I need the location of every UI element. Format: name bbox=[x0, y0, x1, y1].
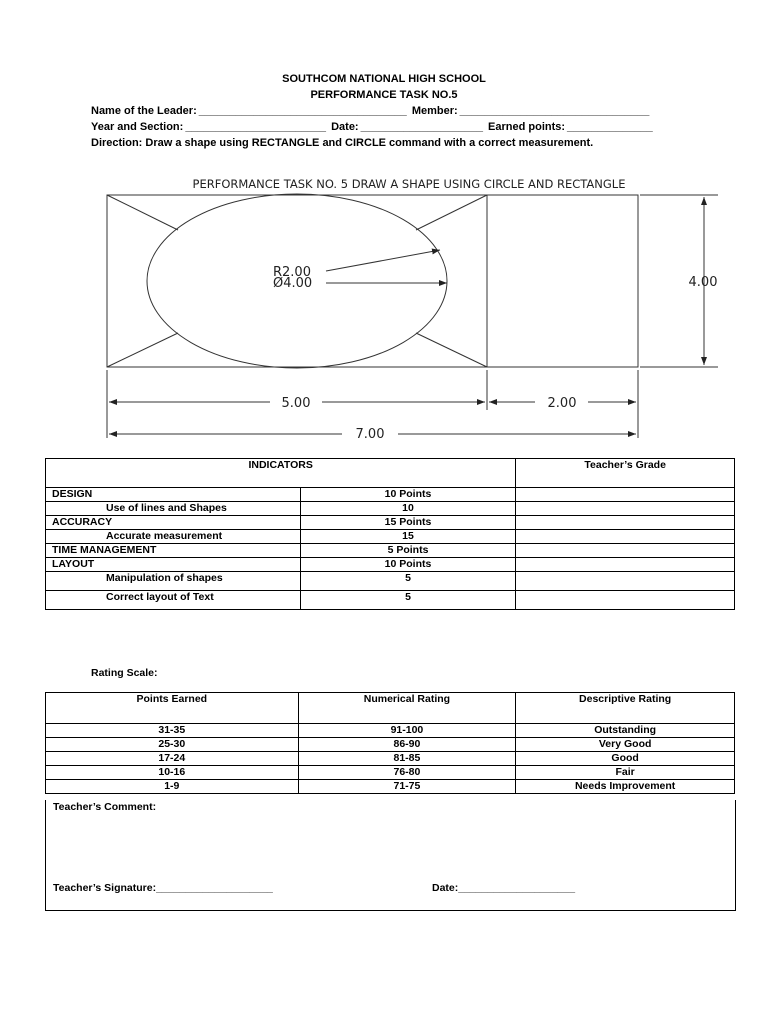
task-title: PERFORMANCE TASK NO.5 bbox=[310, 89, 458, 101]
numerical-rating-cell: 91-100 bbox=[298, 724, 516, 738]
points-earned-cell: 1-9 bbox=[46, 780, 299, 794]
numerical-rating-header: Numerical Rating bbox=[298, 693, 516, 724]
total-width-label: 7.00 bbox=[355, 427, 385, 442]
teacher-signature-label: Teacher’s Signature: bbox=[53, 882, 157, 894]
numerical-rating-cell: 81-85 bbox=[298, 752, 516, 766]
height-label: 4.00 bbox=[688, 275, 718, 290]
year-blank[interactable]: _______________________ bbox=[185, 121, 327, 133]
cad-drawing bbox=[0, 170, 768, 445]
table-row bbox=[46, 766, 735, 780]
table-row bbox=[46, 724, 735, 738]
numerical-rating-cell: 71-75 bbox=[298, 780, 516, 794]
points-earned-cell: 25-30 bbox=[46, 738, 299, 752]
grade-cell[interactable] bbox=[516, 488, 735, 502]
grade-cell[interactable] bbox=[516, 591, 735, 610]
points-earned-cell: 10-16 bbox=[46, 766, 299, 780]
indicator-label: Use of lines and Shapes bbox=[46, 502, 301, 516]
table-row bbox=[46, 591, 735, 610]
table-row bbox=[46, 738, 735, 752]
comment-date-label: Date: bbox=[432, 882, 459, 894]
indicator-points: 15 Points bbox=[300, 516, 516, 530]
points-earned-header: Points Earned bbox=[46, 693, 299, 724]
teacher-signature-blank[interactable]: ____________________ bbox=[156, 882, 273, 894]
corner-line bbox=[107, 195, 178, 230]
indicator-label: DESIGN bbox=[46, 488, 301, 502]
numerical-rating-cell: 86-90 bbox=[298, 738, 516, 752]
side-rectangle bbox=[487, 195, 638, 367]
leader-label: Name of the Leader: bbox=[91, 105, 197, 117]
grade-cell[interactable] bbox=[516, 502, 735, 516]
indicator-points: 5 bbox=[300, 572, 516, 591]
grade-cell[interactable] bbox=[516, 558, 735, 572]
indicator-label: TIME MANAGEMENT bbox=[46, 544, 301, 558]
table-row bbox=[46, 502, 735, 516]
descriptive-rating-cell: Needs Improvement bbox=[516, 780, 735, 794]
drawing-title: PERFORMANCE TASK NO. 5 DRAW A SHAPE USING CIRCLE AND RECTANGLE bbox=[192, 177, 626, 191]
grade-cell[interactable] bbox=[516, 530, 735, 544]
indicator-label: LAYOUT bbox=[46, 558, 301, 572]
teacher-signature-line bbox=[53, 882, 273, 894]
member-blank[interactable]: _______________________________ bbox=[459, 105, 650, 117]
school-name: SOUTHCOM NATIONAL HIGH SCHOOL bbox=[282, 73, 486, 85]
indicator-points: 5 bbox=[300, 591, 516, 610]
points-label: Earned points: bbox=[488, 121, 566, 133]
indicators-header: INDICATORS bbox=[46, 459, 516, 488]
diameter-label: Ø4.00 bbox=[273, 276, 313, 291]
descriptive-rating-cell: Very Good bbox=[516, 738, 735, 752]
numerical-rating-cell: 76-80 bbox=[298, 766, 516, 780]
year-label: Year and Section: bbox=[91, 121, 184, 133]
indicator-points: 10 Points bbox=[300, 488, 516, 502]
indicator-label: Accurate measurement bbox=[46, 530, 301, 544]
descriptive-rating-cell: Good bbox=[516, 752, 735, 766]
indicator-points: 15 bbox=[300, 530, 516, 544]
date-label: Date: bbox=[331, 121, 359, 133]
descriptive-rating-header: Descriptive Rating bbox=[516, 693, 735, 724]
date-blank[interactable]: ____________________ bbox=[360, 121, 483, 133]
indicator-points: 10 bbox=[300, 502, 516, 516]
teacher-comment-box[interactable] bbox=[45, 800, 736, 911]
indicator-points: 5 Points bbox=[300, 544, 516, 558]
grade-cell[interactable] bbox=[516, 544, 735, 558]
teacher-comment-label: Teacher’s Comment: bbox=[53, 801, 157, 813]
points-earned-cell: 31-35 bbox=[46, 724, 299, 738]
criteria-table bbox=[45, 458, 735, 610]
rating-scale-table bbox=[45, 692, 735, 794]
radius-label: R2.00 bbox=[273, 265, 311, 280]
points-earned-cell: 17-24 bbox=[46, 752, 299, 766]
grade-cell[interactable] bbox=[516, 572, 735, 591]
comment-date-line bbox=[432, 882, 575, 894]
grade-cell[interactable] bbox=[516, 516, 735, 530]
teacher-grade-header: Teacher’s Grade bbox=[516, 459, 735, 488]
table-row bbox=[46, 488, 735, 502]
table-row bbox=[46, 752, 735, 766]
indicator-points: 10 Points bbox=[300, 558, 516, 572]
width-left-label: 5.00 bbox=[281, 396, 311, 411]
table-row bbox=[46, 558, 735, 572]
table-row bbox=[46, 572, 735, 591]
corner-line bbox=[107, 333, 178, 367]
descriptive-rating-cell: Fair bbox=[516, 766, 735, 780]
points-blank[interactable]: ______________ bbox=[567, 121, 653, 133]
radius-leader bbox=[326, 250, 440, 271]
comment-date-blank[interactable]: ____________________ bbox=[458, 882, 576, 894]
leader-blank[interactable]: __________________________________ bbox=[198, 105, 407, 117]
corner-line bbox=[416, 333, 487, 367]
rating-scale-caption: Rating Scale: bbox=[91, 667, 158, 679]
table-row bbox=[46, 530, 735, 544]
indicator-label: Manipulation of shapes bbox=[46, 572, 301, 591]
corner-line bbox=[416, 195, 487, 230]
table-header-row bbox=[46, 693, 735, 724]
direction-text: Direction: Draw a shape using RECTANGLE and CIRCLE command with a correct measurement. bbox=[91, 137, 594, 149]
table-header-row bbox=[46, 459, 735, 488]
descriptive-rating-cell: Outstanding bbox=[516, 724, 735, 738]
width-right-label: 2.00 bbox=[547, 396, 577, 411]
member-label: Member: bbox=[411, 105, 458, 117]
year-line bbox=[91, 121, 655, 133]
table-row bbox=[46, 516, 735, 530]
table-row bbox=[46, 544, 735, 558]
table-row bbox=[46, 780, 735, 794]
indicator-label: Correct layout of Text bbox=[46, 591, 301, 610]
indicator-label: ACCURACY bbox=[46, 516, 301, 530]
leader-line bbox=[91, 105, 651, 117]
